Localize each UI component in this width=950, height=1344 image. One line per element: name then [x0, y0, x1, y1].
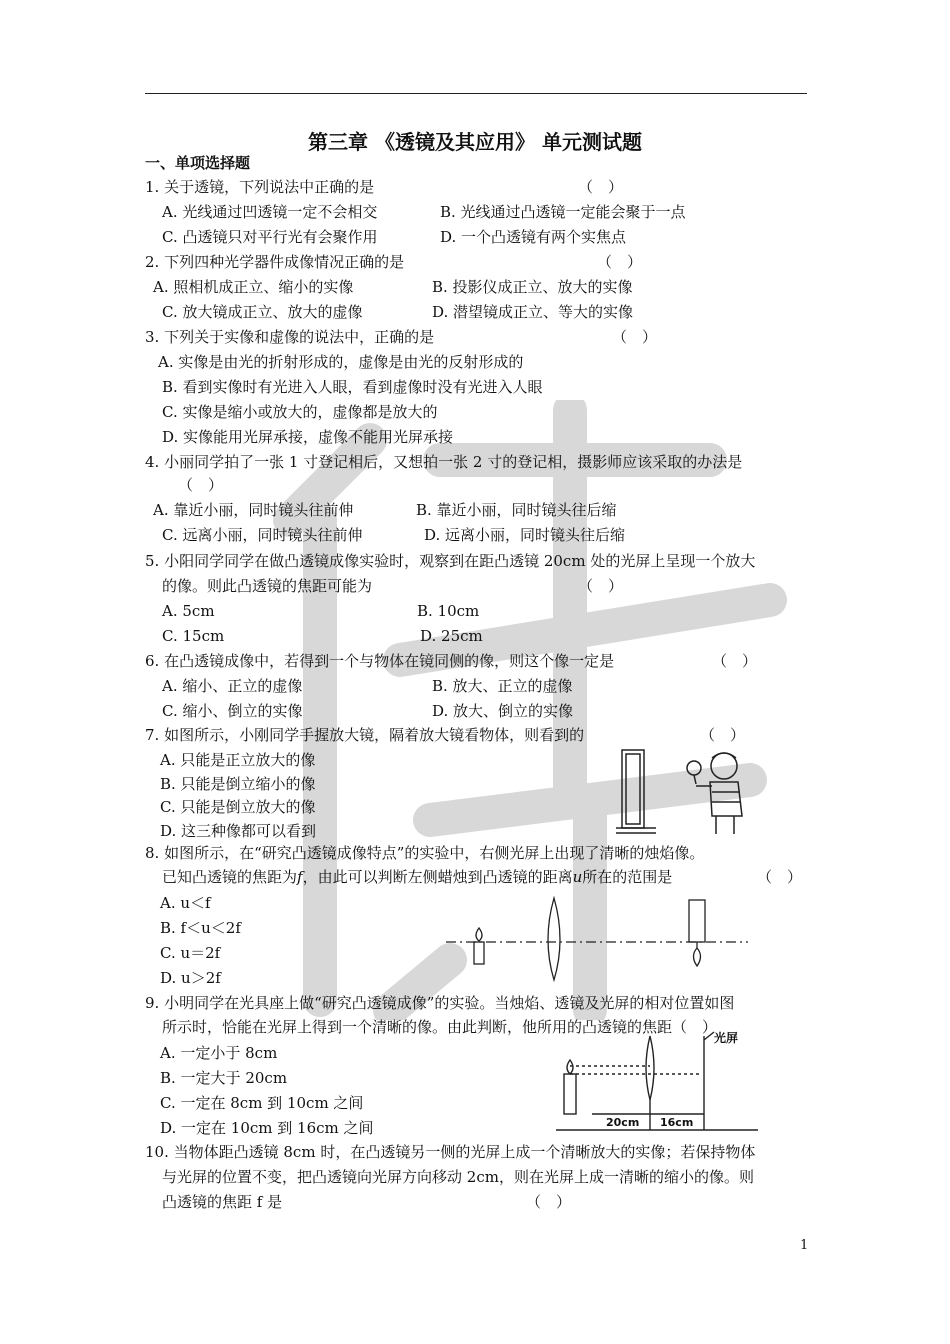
- q1-option-b: B. 光线通过凸透镜一定能会聚于一点: [440, 203, 686, 221]
- q3-stem: 3. 下列关于实像和虚像的说法中，正确的是: [145, 328, 435, 346]
- q6-answer-blank: （ ）: [712, 652, 758, 670]
- q5-option-a: A. 5cm: [162, 602, 215, 620]
- q5-option-b: B. 10cm: [417, 602, 480, 620]
- q6-option-c: C. 缩小、倒立的实像: [162, 702, 303, 720]
- q6-option-b: B. 放大、正立的虚像: [432, 677, 573, 695]
- q8-stem-line2: [162, 867, 672, 887]
- q2-stem: 2. 下列四种光学器件成像情况正确的是: [145, 253, 405, 271]
- page-title: 第三章 《透镜及其应用》 单元测试题: [308, 130, 642, 154]
- q8-symbol-u: u: [572, 868, 583, 886]
- q8-option-a: A. u＜f: [160, 894, 211, 912]
- q8-stem-part3: 所在的范围是: [582, 868, 673, 886]
- q7-option-a: A. 只能是正立放大的像: [160, 751, 316, 769]
- q8-option-d: D. u＞2f: [160, 969, 221, 987]
- q9-option-c: C. 一定在 8cm 到 10cm 之间: [160, 1094, 364, 1112]
- q2-option-a: A. 照相机成正立、缩小的实像: [153, 278, 354, 296]
- q5-stem-line2: 的像。则此凸透镜的焦距可能为: [162, 577, 373, 595]
- q8-stem-part1: 已知凸透镜的焦距为: [162, 868, 298, 886]
- q5-option-d: D. 25cm: [420, 627, 483, 645]
- q7-option-b: B. 只能是倒立缩小的像: [160, 775, 316, 793]
- q9-option-d: D. 一定在 10cm 到 16cm 之间: [160, 1119, 374, 1137]
- q8-answer-blank: （ ）: [757, 868, 803, 886]
- q4-option-a: A. 靠近小丽，同时镜头往前伸: [153, 501, 354, 519]
- q7-option-d: D. 这三种像都可以看到: [160, 822, 317, 840]
- q9-stem-line1: 9. 小明同学在光具座上做“研究凸透镜成像”的实验。当烛焰、透镜及光屏的相对位置如图: [145, 994, 735, 1012]
- q9-figure-optical-bench: [552, 1030, 762, 1136]
- q9-option-a: A. 一定小于 8cm: [160, 1044, 278, 1062]
- q6-stem: 6. 在凸透镜成像中，若得到一个与物体在镜同侧的像，则这个像一定是: [145, 652, 615, 670]
- q6-option-a: A. 缩小、正立的虚像: [162, 677, 303, 695]
- page-number: 1: [800, 1238, 809, 1253]
- section-heading: 一、单项选择题: [145, 154, 251, 172]
- q5-stem-line1: 5. 小阳同学同学在做凸透镜成像实验时，观察到在距凸透镜 20cm 处的光屏上呈现一个放大: [145, 552, 756, 570]
- q10-answer-blank: （ ）: [526, 1193, 572, 1211]
- q2-option-c: C. 放大镜成正立、放大的虚像: [162, 303, 363, 321]
- q8-stem-part2: ，由此可以判断左侧蜡烛到凸透镜的距离: [302, 868, 573, 886]
- q4-stem: 4. 小丽同学拍了一张 1 寸登记相后，又想拍一张 2 寸的登记相，摄影师应该采取的办法是: [145, 453, 743, 471]
- q1-option-d: D. 一个凸透镜有两个实焦点: [440, 228, 627, 246]
- q4-option-c: C. 远离小丽，同时镜头往前伸: [162, 526, 363, 544]
- q1-stem: 1. 关于透镜，下列说法中正确的是: [145, 178, 375, 196]
- q1-option-a: A. 光线通过凹透镜一定不会相交: [162, 203, 378, 221]
- q3-option-b: B. 看到实像时有光进入人眼，看到虚像时没有光进入人眼: [162, 378, 543, 396]
- q3-option-a: A. 实像是由光的折射形成的，虚像是由光的反射形成的: [158, 353, 524, 371]
- q7-answer-blank: （ ）: [700, 726, 746, 744]
- q8-figure-lens-setup: [442, 894, 752, 986]
- q2-answer-blank: （ ）: [597, 253, 643, 271]
- q7-stem: 7. 如图所示，小刚同学手握放大镜，隔着放大镜看物体，则看到的: [145, 726, 585, 744]
- q9-option-b: B. 一定大于 20cm: [160, 1069, 288, 1087]
- q8-option-b: B. f＜u＜2f: [160, 919, 241, 937]
- q3-option-d: D. 实像能用光屏承接，虚像不能用光屏承接: [162, 428, 454, 446]
- q9-stem-line2: 所示时，恰能在光屏上得到一个清晰的像。由此判断，他所用的凸透镜的焦距（ ）: [162, 1018, 718, 1036]
- q3-answer-blank: （ ）: [612, 328, 658, 346]
- q2-option-b: B. 投影仪成正立、放大的实像: [432, 278, 633, 296]
- q1-answer-blank: （ ）: [578, 178, 624, 196]
- q2-option-d: D. 潜望镜成正立、等大的实像: [432, 303, 634, 321]
- q8-symbol-f: f: [297, 868, 303, 886]
- q5-answer-blank: （ ）: [578, 577, 624, 595]
- q9-figure-label-screen: 光屏: [714, 1031, 739, 1045]
- q10-stem-line1: 10. 当物体距凸透镜 8cm 时，在凸透镜另一侧的光屏上成一个清晰放大的实像；若保持物体: [145, 1143, 756, 1161]
- q7-figure-boy-with-magnifier: [612, 748, 752, 836]
- q3-option-c: C. 实像是缩小或放大的，虚像都是放大的: [162, 403, 438, 421]
- q4-option-d: D. 远离小丽，同时镜头往后缩: [424, 526, 626, 544]
- q9-figure-label-distance-2: 16cm: [660, 1116, 694, 1129]
- q1-option-c: C. 凸透镜只对平行光有会聚作用: [162, 228, 378, 246]
- q4-answer-blank: （ ）: [178, 476, 224, 494]
- q10-stem-line2: 与光屏的位置不变，把凸透镜向光屏方向移动 2cm，则在光屏上成一清晰的缩小的像。则: [162, 1168, 754, 1186]
- q7-option-c: C. 只能是倒立放大的像: [160, 798, 316, 816]
- q4-option-b: B. 靠近小丽，同时镜头往后缩: [416, 501, 617, 519]
- q9-figure-label-distance-1: 20cm: [606, 1116, 640, 1129]
- q6-option-d: D. 放大、倒立的实像: [432, 702, 574, 720]
- q8-stem-line1: 8. 如图所示，在“研究凸透镜成像特点”的实验中，右侧光屏上出现了清晰的烛焰像。: [145, 844, 705, 862]
- q10-stem-line3: 凸透镜的焦距 f 是: [162, 1193, 283, 1211]
- header-rule: [145, 93, 807, 94]
- q5-option-c: C. 15cm: [162, 627, 225, 645]
- q8-option-c: C. u＝2f: [160, 944, 221, 962]
